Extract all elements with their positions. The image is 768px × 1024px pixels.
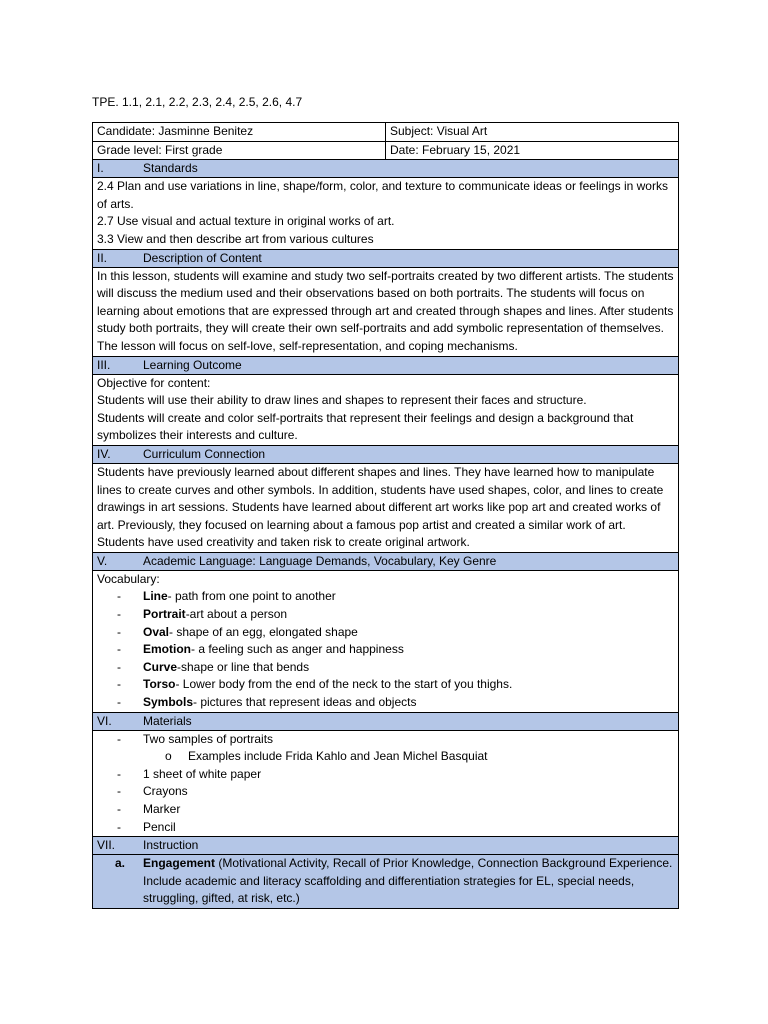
candidate-cell: Candidate: Jasminne Benitez (93, 123, 386, 142)
materials-list (97, 731, 674, 837)
grade-cell: Grade level: First grade (93, 141, 386, 160)
section-header-curriculum: IV. Curriculum Connection (93, 445, 679, 463)
list-item: - Oval- shape of an egg, elongated shape (97, 624, 674, 642)
section-header-outcome: III. Learning Outcome (93, 356, 679, 374)
list-item: - Marker (97, 801, 674, 819)
tpe-list: TPE. 1.1, 2.1, 2.2, 2.3, 2.4, 2.5, 2.6, 4.7 (92, 95, 303, 109)
curriculum-body: Students have previously learned about different shapes and lines. They have learned how to manipulate lines to create curves and other symbols. In addition, students have used shapes, color, and lines to create drawings in art sessions. Students have learned about different art works like pop art and created works of art. Previously, they focused on learning about a famous pop artist and created a similar work of art. Students have used creativity and taken risk to create original artwork. (93, 463, 679, 552)
standard-line: 3.3 View and then describe art from various cultures (97, 231, 374, 246)
outcome-line: Students will use their ability to draw lines and shapes to represent their faces and structure. (97, 393, 587, 408)
list-item: - Torso- Lower body from the end of the neck to the start of you thighs. (97, 676, 674, 694)
standard-line: 2.7 Use visual and actual texture in original works of art. (97, 214, 395, 229)
outcome-line: Objective for content: (97, 375, 211, 390)
lesson-plan-table (92, 122, 679, 909)
list-item: - Emotion- a feeling such as anger and happiness (97, 641, 674, 659)
list-item: - Crayons (97, 783, 674, 801)
standards-body (93, 178, 679, 249)
list-item: - Portrait-art about a person (97, 606, 674, 624)
subject-cell: Subject: Visual Art (386, 123, 679, 142)
date-cell: Date: February 15, 2021 (386, 141, 679, 160)
section-header-standards: I. Standards (93, 160, 679, 178)
list-item: - Two samples of portraits o Examples include Frida Kahlo and Jean Michel Basquiat (97, 731, 674, 766)
materials-sublist (143, 748, 674, 766)
list-item: o Examples include Frida Kahlo and Jean Michel Basquiat (143, 748, 674, 766)
list-item: - Curve-shape or line that bends (97, 659, 674, 677)
outcome-line: Students will create and color self-portraits that represent their feelings and design a background that symbolizes their interests and culture. (97, 410, 634, 443)
vocabulary-intro: Vocabulary: (97, 571, 160, 586)
list-item: - Pencil (97, 819, 674, 837)
section-header-content: II. Description of Content (93, 249, 679, 267)
content-body: In this lesson, students will examine and study two self-portraits created by two different artists. The students will discuss the medium used and their observations based on both portraits. The students will focus on learning about emotions that are expressed through art and created through shapes and lines. After students study both portraits, they will create their own self-portraits and add symbolic representation of themselves. The lesson will focus on self-love, self-representation, and coping mechanisms. (93, 267, 679, 356)
vocabulary-list (97, 588, 674, 711)
engagement-label-number: a. (114, 856, 125, 871)
outcome-body (93, 374, 679, 445)
materials-body (93, 730, 679, 837)
standard-line: 2.4 Plan and use variations in line, shape/form, color, and texture to communicate ideas or feelings in works of arts. (97, 179, 668, 211)
section-header-instruction: VII. Instruction (93, 837, 679, 855)
section-header-materials: VI. Materials (93, 712, 679, 730)
list-item: - 1 sheet of white paper (97, 766, 674, 784)
engagement-title: Engagement (143, 856, 216, 871)
list-item: - Line- path from one point to another (97, 588, 674, 606)
language-body (93, 570, 679, 712)
engagement-description: (Motivational Activity, Recall of Prior Knowledge, Connection Background Experience. Include academic and literacy scaffolding and differentiation strategies for EL, special needs, struggling, gifted, at risk, etc.) (143, 856, 673, 906)
list-item: - Symbols- pictures that represent ideas and objects (97, 694, 674, 712)
section-header-language: V. Academic Language: Language Demands, Vocabulary, Key Genre (93, 552, 679, 570)
engagement-row (93, 855, 679, 909)
